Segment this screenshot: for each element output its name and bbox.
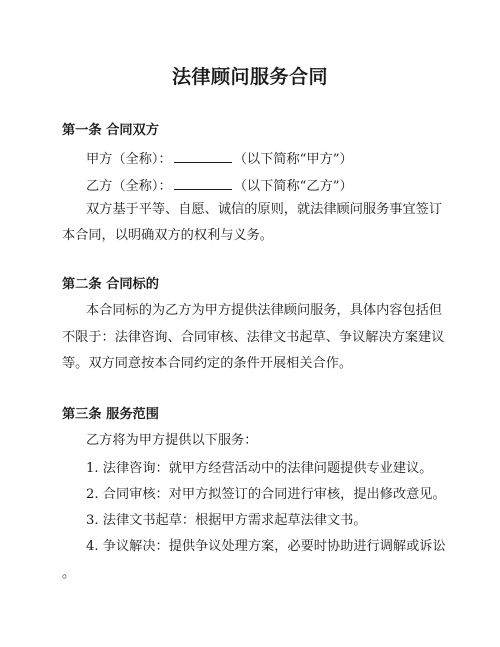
party-b-label: 乙方（全称）： [86,179,172,194]
section-1-paragraph-line-1: 双方基于平等、自愿、诚信的原则，就法律顾问服务事宜签订 [86,202,443,217]
party-a-line [86,148,353,169]
party-b-abbr: （以下简称“乙方”） [233,179,353,194]
section-2-line-2: 不限于：法律咨询、合同审核、法律文书起草、争议解决方案建议 [62,330,445,345]
section-2-line-3: 等。双方同意按本合同约定的条件开展相关合作。 [62,356,353,371]
section-1-paragraph-line-2: 本合同，以明确双方的权利与义务。 [62,228,273,243]
party-a-label: 甲方（全称）： [86,152,172,167]
document-title: 法律顾问服务合同 [171,66,328,88]
service-item-4-continuation: 。 [62,566,76,581]
service-item-4: 4. 争议解决：提供争议处理方案，必要时协助进行调解或诉讼 [86,539,446,554]
section-3-heading: 第三条 服务范围 [62,407,159,422]
service-item-3: 3. 法律文书起草：根据甲方需求起草法律文书。 [86,513,367,528]
section-3-intro: 乙方将为甲方提供以下服务： [86,433,258,448]
party-b-name-blank [174,175,232,190]
party-a-abbr: （以下简称“甲方”） [233,152,353,167]
party-a-name-blank [174,148,232,163]
service-item-2: 2. 合同审核：对甲方拟签订的合同进行审核，提出修改意见。 [86,487,446,502]
service-item-1: 1. 法律咨询：就甲方经营活动中的法律问题提供专业建议。 [86,461,433,476]
section-2-line-1: 本合同标的为乙方为甲方提供法律顾问服务，具体内容包括但 [86,303,443,318]
party-b-line [86,175,353,196]
section-1-heading: 第一条 合同双方 [62,123,159,138]
section-2-heading: 第二条 合同标的 [62,277,159,292]
